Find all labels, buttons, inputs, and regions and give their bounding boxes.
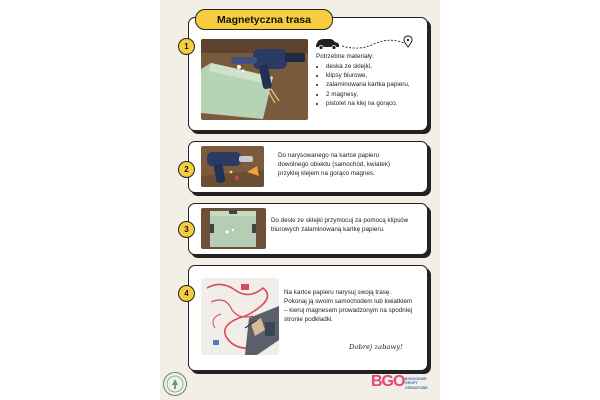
list-item: • deska ze sklejki, (326, 62, 420, 71)
step-2-photo (201, 146, 264, 187)
bgo-caption-line: GRUPY (405, 381, 418, 386)
signoff: Dobrej zabawy! (349, 343, 403, 351)
step-4-text: Na kartce papieru narysuj swoją trasę. Pokonaj ją swoim samochodem lub kwiatkiem – kieruj magnesem prowadzonym na spodniej stronie podkładki. (284, 289, 413, 324)
car-route-icon (314, 34, 416, 52)
list-item: • 2 magnesy, (326, 90, 420, 99)
step-number-3: 3 (178, 221, 195, 238)
step-3-text: Do deski ze sklejki przymocuj za pomocą klipsów biurowych zalaminowaną kartkę papieru. (271, 217, 409, 234)
bgo-caption-line: OŚWIATOWE (405, 385, 428, 390)
list-item: • pistolet na klej na gorąco. (326, 99, 420, 108)
step-4-photo (201, 278, 279, 355)
step-3-photo (201, 208, 266, 249)
materials-list (316, 62, 420, 108)
step-1-text (316, 52, 420, 108)
bgo-caption-line: BYDGOSKIE (405, 377, 427, 381)
page-title: Magnetyczna trasa (195, 9, 333, 30)
materials-heading: Potrzebne materiały: (316, 53, 374, 60)
list-item: • klipsy biurowe, (326, 71, 420, 80)
step-number-2: 2 (178, 161, 195, 178)
list-item: • zalaminowana kartka papieru, (326, 80, 420, 89)
bgo-logo (371, 373, 437, 395)
step-number-4: 4 (178, 285, 195, 302)
step-1-photo (201, 39, 308, 120)
step-2-text: Do narysowanego na kartce papieru dowolnego obiektu (samochód, kwiatek) przyklej klejem na gorąco magnes. (278, 152, 391, 178)
bgo-caption (405, 377, 428, 390)
school-seal-logo (163, 372, 187, 396)
step-number-1: 1 (178, 38, 195, 55)
bgo-letters: BGO (371, 373, 405, 390)
